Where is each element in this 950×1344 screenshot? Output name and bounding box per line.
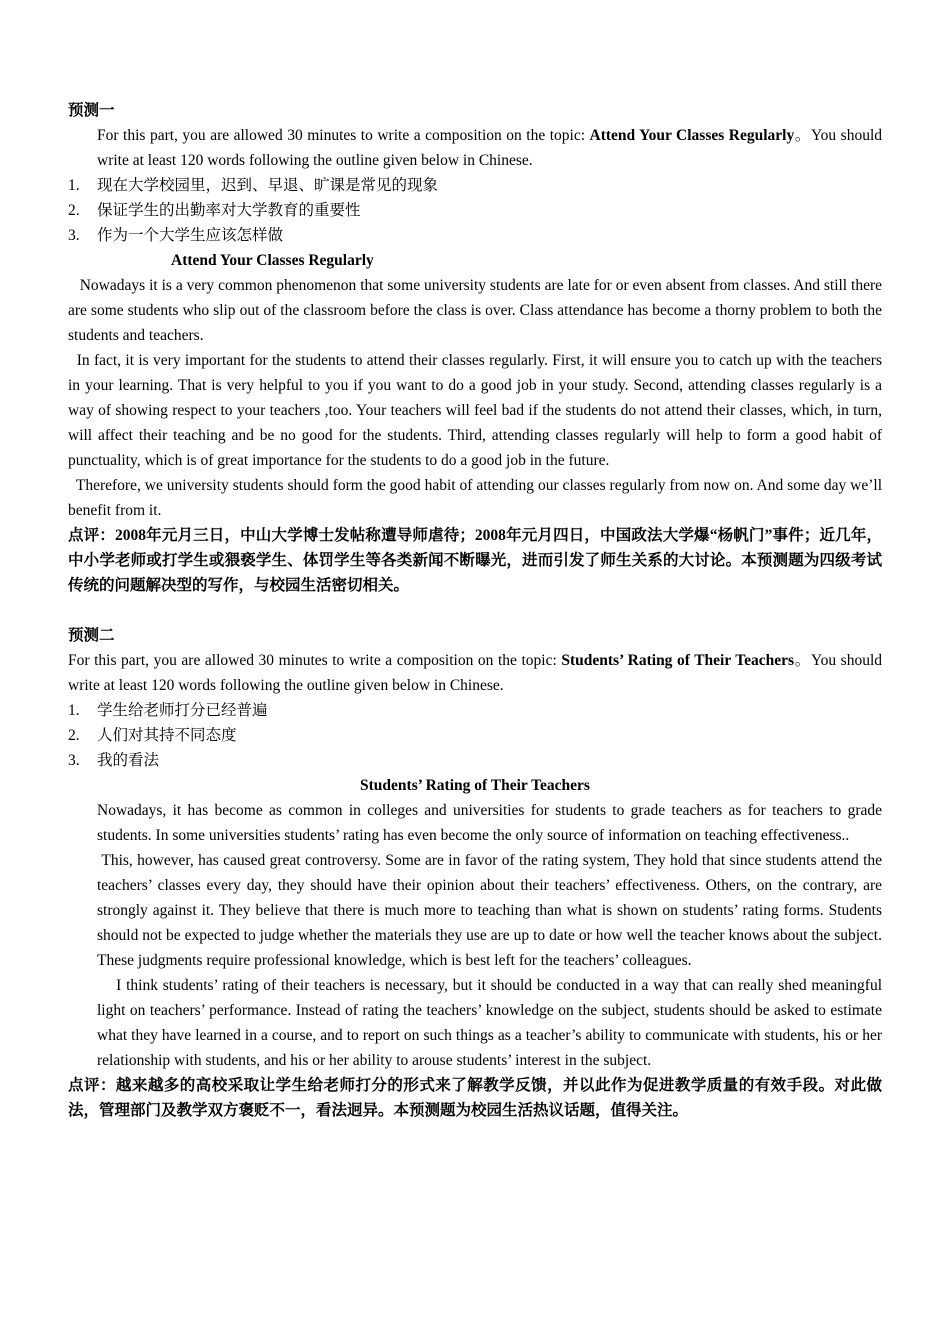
outline-item [68, 198, 882, 223]
outline-text: 我的看法 [97, 752, 160, 769]
section1-paragraph: In fact, it is very important for the students to attend their classes regularly. First, it will ensure you to catch up with the teachers in your learning. That is very helpful to you if you want to do a good job in your study. Second, attending classes regularly is a way of showing respect to your teachers ,too. Your teachers will feel bad if the students do not attend their classes, which, in turn, will affect their teaching and be no good for the students. Third, attending classes regularly will help to form a good habit of punctuality, which is of great importance for the students to do a good job in the future. [68, 352, 886, 469]
outline-item [68, 748, 882, 773]
section2-comment: 点评：越来越多的高校采取让学生给老师打分的形式来了解教学反馈，并以此作为促进教学质量的有效手段。对此做法，管理部门及教学双方褒贬不一，看法迥异。本预测题为校园生活热议话题，值得关注。 [68, 1077, 882, 1119]
section1-comment: 点评：2008年元月三日，中山大学博士发帖称遭导师虐待；2008年元月四日，中国政法大学爆“杨帆门”事件；近几年，中小学老师或打学生或猥亵学生、体罚学生等各类新闻不断曝光，进而引发了师生关系的大讨论。本预测题为四级考试传统的问题解决型的写作，与校园生活密切相关。 [68, 527, 882, 594]
section2-paragraph: I think students’ rating of their teachers is necessary, but it should be conducted in a way that can really shed meaningful light on teachers’ performance. Instead of rating the teachers’ knowledge on the subject, students should be asked to estimate what they have learned in a course, and to report on such things as a teacher’s ability to communicate with students, his or her relationship with students, and his or her ability to arouse students’ interest in the subject. [97, 977, 886, 1069]
section1-outline [68, 173, 882, 248]
section2-intro-before: For this part, you are allowed 30 minutes to write a composition on the topic: [68, 652, 562, 669]
section1-intro-topic: Attend Your Classes Regularly [589, 127, 795, 144]
section1-paragraph: Therefore, we university students should form the good habit of attending our classes regularly from now on. And some day we’ll benefit from it. [68, 477, 886, 519]
section1-intro [68, 123, 882, 173]
spacer [68, 598, 882, 623]
outline-number: 2. [68, 727, 80, 744]
section2-paragraph: Nowadays, it has become as common in colleges and universities for students to grade teachers as for teachers to grade students. In some universities students’ rating has even become the only source of information on teaching effectiveness.. [97, 802, 886, 844]
section1-paragraph: Nowadays it is a very common phenomenon that some university students are late for or even absent from classes. And still there are some students who slip out of the classroom before the class is over. Class attendance has become a thorny problem to both the students and teachers. [68, 277, 886, 344]
section2-heading: 预测二 [68, 627, 115, 644]
outline-text: 保证学生的出勤率对大学教育的重要性 [97, 202, 361, 219]
outline-number: 2. [68, 202, 80, 219]
outline-item [68, 698, 882, 723]
section2-essay-title: Students’ Rating of Their Teachers [360, 777, 590, 794]
outline-text: 作为一个大学生应该怎样做 [97, 227, 284, 244]
section1-heading: 预测一 [68, 102, 115, 119]
section2-intro-topic: Students’ Rating of Their Teachers [561, 652, 795, 669]
document-page [68, 98, 886, 1123]
outline-number: 1. [68, 177, 80, 194]
section2-paragraph: This, however, has caused great controversy. Some are in favor of the rating system, They hold that since students attend the teachers’ classes every day, they should have their opinion about their teachers’ effectiveness. Others, on the contrary, are strongly against it. They believe that there is much more to teaching than what is shown on students’ rating forms. Students should not be expected to judge whether the materials they use are up to date or how well the teacher knows about the subject. These judgments require professional knowledge, which is best left for the teachers’ colleagues. [97, 852, 886, 969]
outline-item [68, 723, 882, 748]
section1-intro-after: 。You should write at least 120 words following the outline given below in Chinese. [97, 127, 882, 169]
section2-outline [68, 698, 882, 773]
outline-text: 人们对其持不同态度 [97, 727, 237, 744]
section2-intro-after: 。You should write at least 120 words following the outline given below in Chinese. [68, 652, 883, 694]
section1-essay-title: Attend Your Classes Regularly [171, 252, 374, 269]
outline-number: 3. [68, 227, 80, 244]
outline-number: 1. [68, 702, 80, 719]
outline-text: 现在大学校园里，迟到、早退、旷课是常见的现象 [97, 177, 439, 194]
outline-item [68, 173, 882, 198]
section2-intro [68, 648, 882, 698]
outline-item [68, 223, 882, 248]
outline-number: 3. [68, 752, 80, 769]
outline-text: 学生给老师打分已经普遍 [97, 702, 268, 719]
section1-intro-before: For this part, you are allowed 30 minutes to write a composition on the topic: [97, 127, 590, 144]
